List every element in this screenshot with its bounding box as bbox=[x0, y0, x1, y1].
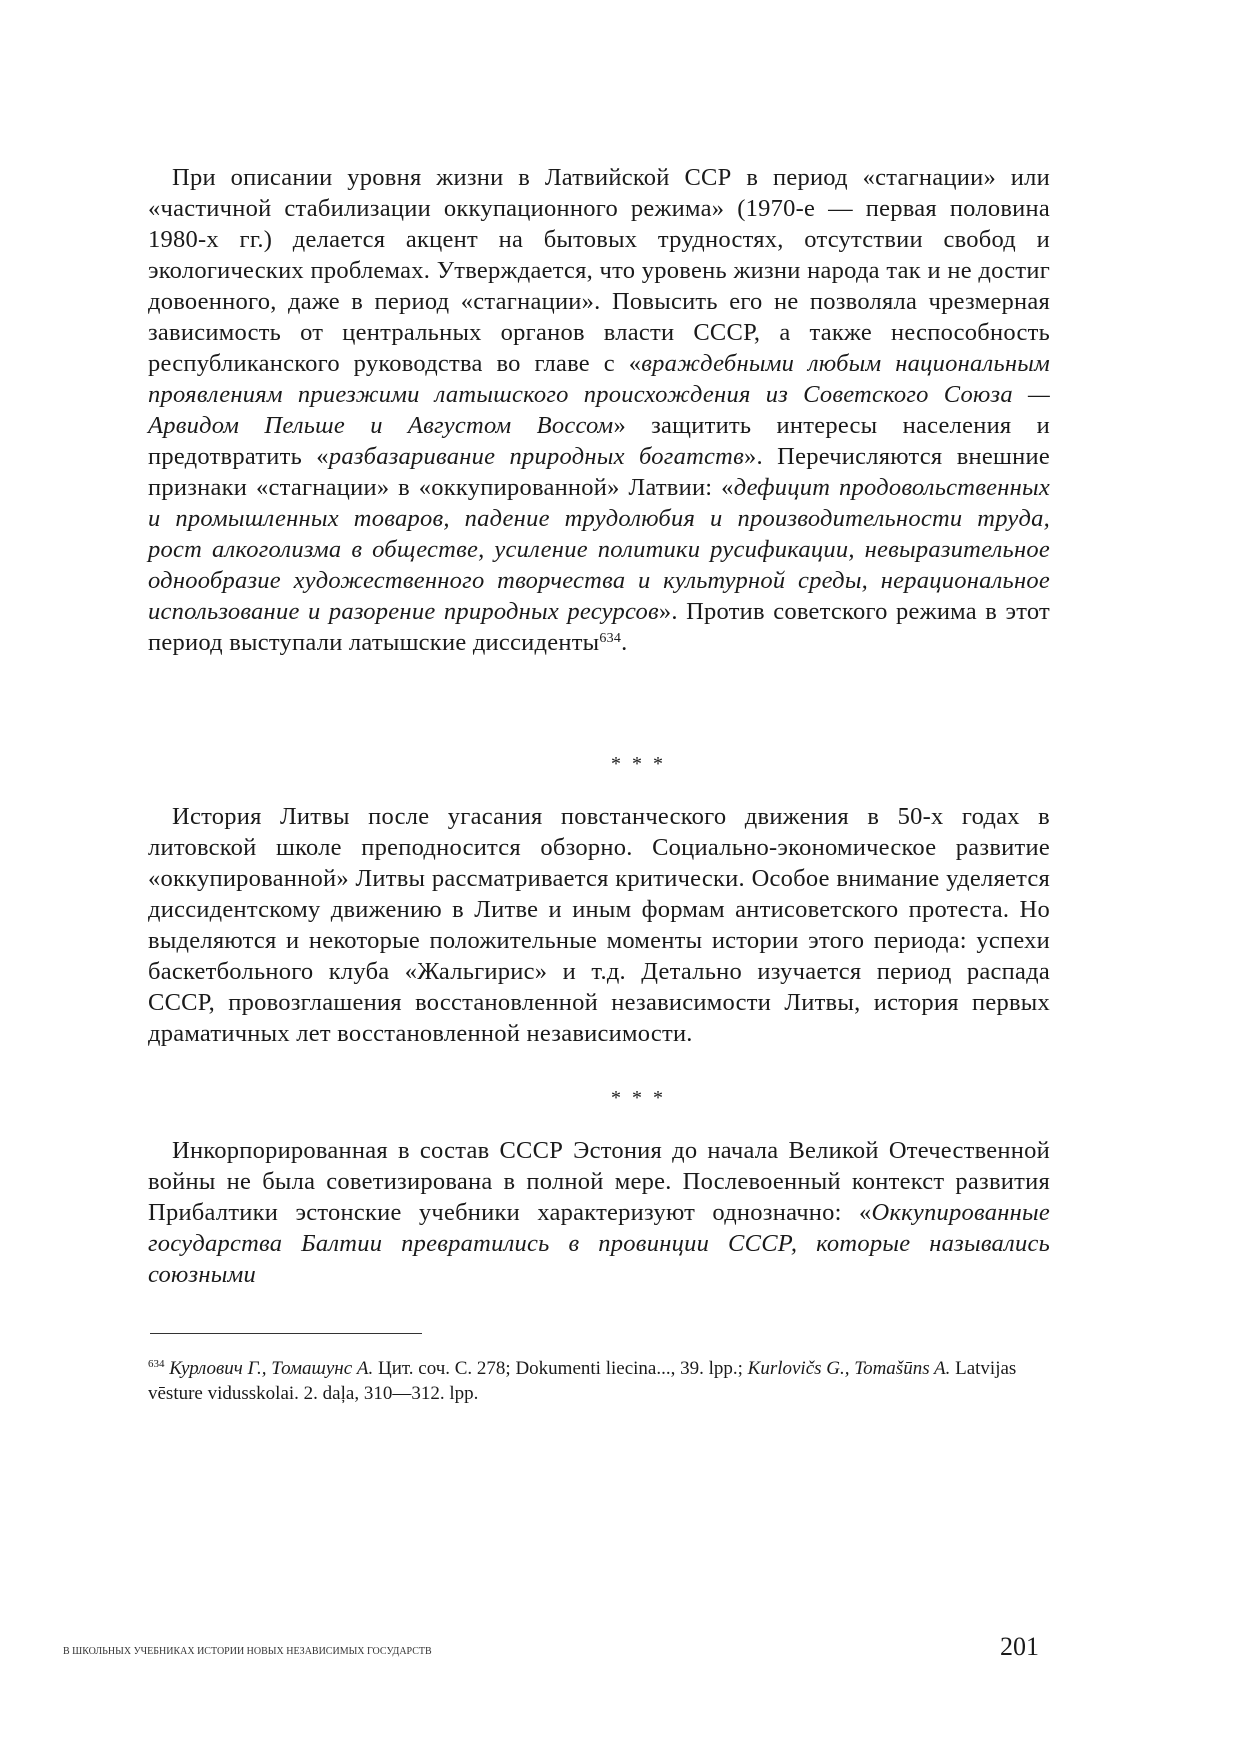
text-segment: Инкорпорированная в состав СССР Эстония до начала Великой Отечественной войны не была советизирована в полной мере. Послевоенный контекст развития Прибалтики эстонские учебники характеризуют однозначно: « bbox=[148, 1137, 1050, 1226]
text-segment: . bbox=[621, 629, 628, 656]
footnote-text: Latvijas vēsture vidusskolai. 2. daļa, 310—312. lpp. bbox=[148, 1358, 1017, 1404]
quote-segment: дефицит продовольственных и промышленных товаров, падение трудолюбия и производительности труда, рост алкоголизма в обществе, усиление политики русификации, невыразительное однообразие художественного творчества и культурной среды, нерациональное использование и разорение природных ресурсов bbox=[148, 474, 1050, 625]
quote-segment: враждебными любым национальным проявлениям приезжими латышского происхождения из Советского Союза — Арвидом Пельше и Августом Воссом bbox=[148, 350, 1050, 439]
section-separator: * * * bbox=[611, 753, 666, 775]
footnote bbox=[148, 1356, 1050, 1406]
text-segment: ». Перечисляются внешние признаки «стагнации» в «оккупированной» Латвии: « bbox=[148, 443, 1050, 501]
quote-segment: Оккупированные государства Балтии превратились в провинции СССР, которые назывались союзными bbox=[148, 1199, 1050, 1288]
paragraph-lithuania bbox=[148, 801, 1050, 1049]
text-segment: » защитить интересы населения и предотвратить « bbox=[148, 412, 1050, 470]
paragraph-latvia-stagnation bbox=[148, 162, 1050, 658]
footnote-text: Цит. соч. С. 278; Dokumenti liecina..., 39. lpp.; bbox=[373, 1358, 748, 1379]
footnote-reference[interactable]: 634 bbox=[599, 631, 622, 646]
page-number: 201 bbox=[1000, 1632, 1039, 1661]
running-title: В ШКОЛЬНЫХ УЧЕБНИКАХ ИСТОРИИ НОВЫХ НЕЗАВИСИМЫХ ГОСУДАРСТВ bbox=[63, 1646, 432, 1657]
text-segment: ». Против советского режима в этот период выступали латышские диссиденты bbox=[148, 598, 1050, 656]
text-segment: При описании уровня жизни в Латвийской ССР в период «стагнации» или «частичной стабилизации оккупационного режима» (1970-е — первая половина 1980-х гг.) делается акцент на бытовых трудностях, отсутствии свобод и экологических проблемах. Утверждается, что уровень жизни народа так и не достиг довоенного, даже в период «стагнации». Повысить его не позволяла чрезмерная зависимость от центральных органов власти СССР, а также неспособность республиканского руководства во главе с « bbox=[148, 164, 1050, 377]
quote-segment: разбазаривание природных богатств bbox=[328, 443, 744, 470]
footnote-number: 634 bbox=[148, 1358, 165, 1370]
section-separator: * * * bbox=[611, 1087, 666, 1109]
footnote-divider bbox=[150, 1333, 422, 1334]
paragraph-estonia bbox=[148, 1135, 1050, 1290]
footnote-authors: Kurlovičs G., Tomašūns A. bbox=[747, 1358, 951, 1379]
text-segment: История Литвы после угасания повстанческого движения в 50-х годах в литовской школе преподносится обзорно. Социально-экономическое развитие «оккупированной» Литвы рассматривается критически. Особое внимание уделяется диссидентскому движению в Литве и иным формам антисоветского протеста. Но выделяются и некоторые положительные моменты истории этого периода: успехи баскетбольного клуба «Жальгирис» и т.д. Детально изучается период распада СССР, провозглашения восстановленной независимости Литвы, история первых драматичных лет восстановленной независимости. bbox=[148, 803, 1050, 1047]
footnote-authors: Курлович Г., Томашунс А. bbox=[169, 1358, 374, 1379]
